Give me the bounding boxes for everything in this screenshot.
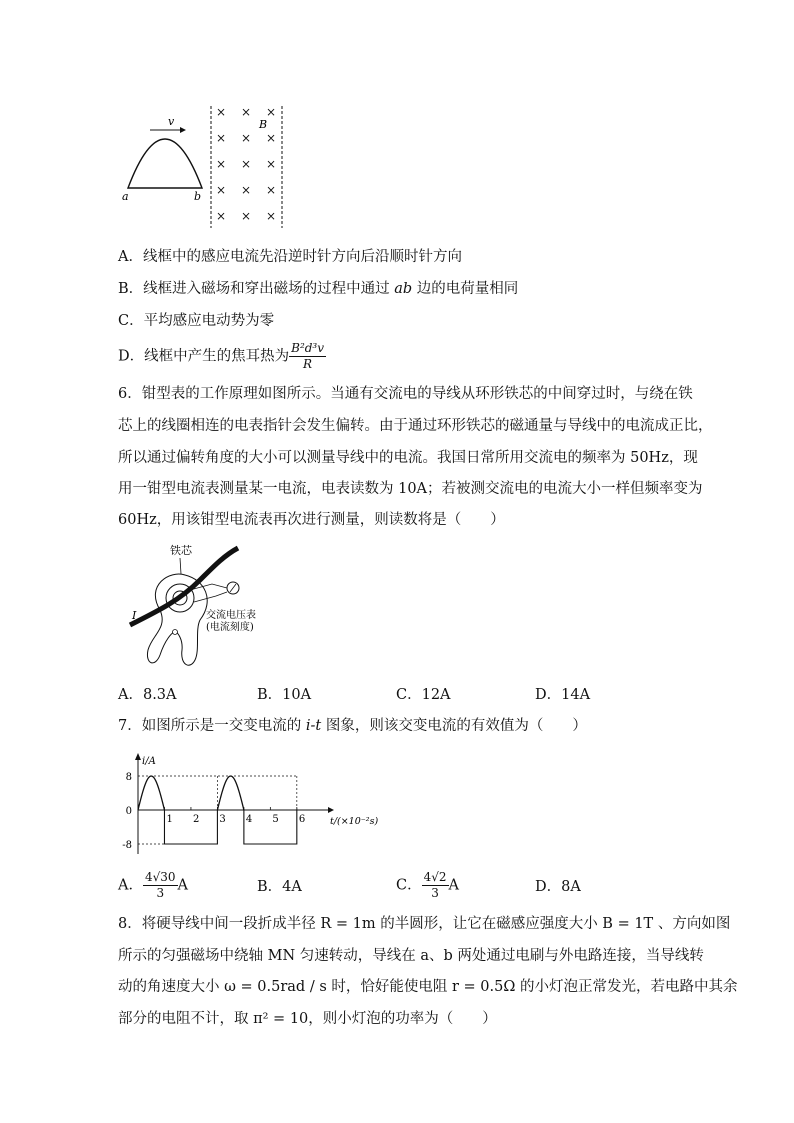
label-meter: 交流电压表 xyxy=(206,610,256,621)
q8-stem-line-1: 8．将硬导线中间一段折成半径 R = 1m 的半圆形，让它在磁感应强度大小 B = 1T 、方向如图 xyxy=(118,916,731,932)
label-a: a xyxy=(122,190,129,203)
x-tick-label: 4 xyxy=(245,814,253,825)
q6-stem-line-1: 6．钳型表的工作原理如图所示。当通有交流电的导线从环形铁芯的中间穿过时，与绕在铁 xyxy=(118,386,693,402)
i-t-chart xyxy=(118,750,388,858)
q6-option-a: A．8.3A xyxy=(118,687,177,703)
x-axis-arrow xyxy=(328,807,334,813)
q7-option-d: D．8A xyxy=(535,879,581,895)
field-cross: × xyxy=(241,183,252,197)
x-axis-label: t/(×10⁻²s) xyxy=(330,816,379,827)
q7-c-fraction: $\frac{4√2}{3}$ xyxy=(423,870,447,900)
y-tick-label: 8 xyxy=(125,772,132,783)
field-cross: × xyxy=(216,209,227,223)
q8-stem-line-3: 动的角速度大小 ω = 0.5rad / s 时，恰好能使电阻 r = 0.5Ω 的小灯泡正常发光，若电路中其余 xyxy=(118,979,738,995)
q6-stem-line-3: 所以通过偏转角度的大小可以测量导线中的电流。我国日常所用交流电的频率为 50Hz，现 xyxy=(118,450,698,466)
q5-option-c: C．平均感应电动势为零 xyxy=(118,313,275,329)
q5-option-b: B．线框进入磁场和穿出磁场的过程中通过 ab 边的电荷量相同 xyxy=(118,281,519,297)
x-tick-label: 2 xyxy=(192,814,200,825)
field-cross: × xyxy=(266,157,277,171)
joule-heat-fraction: $\frac{\text{B²d³v}}{R}$ xyxy=(291,341,325,371)
q6-stem-line-2: 芯上的线圈相连的电表指针会发生偏转。由于通过环形铁芯的磁通量与导线中的电流成正比， xyxy=(118,418,713,434)
q7-option-a: A． $\frac{4√30}{3}$ A xyxy=(118,870,189,900)
q5-option-a: A．线框中的感应电流先沿逆时针方向后沿顺时针方向 xyxy=(118,249,462,265)
q7-a-fraction: $\frac{4√30}{3}$ xyxy=(144,870,176,900)
q6-option-b: B．10A xyxy=(257,687,312,703)
x-tick-label: 6 xyxy=(298,814,306,825)
field-cross: × xyxy=(266,105,277,119)
q7-option-c: C． $\frac{4√2}{3}$ A xyxy=(396,870,460,900)
field-cross: × xyxy=(241,209,252,223)
field-cross: × xyxy=(241,131,252,145)
q6-option-c: C．12A xyxy=(396,687,451,703)
label-v: v xyxy=(168,115,175,128)
y-axis-label: i/A xyxy=(142,756,156,767)
q8-stem-line-2: 所示的匀强磁场中绕轴 MN 匀速转动，导线在 a、b 两处通过电刷与外电路连接，当导线转 xyxy=(118,948,704,964)
field-cross: × xyxy=(216,131,227,145)
field-cross: × xyxy=(216,105,227,119)
q6-stem-line-4: 用一钳型电流表测量某一电流，电表读数为 10A；若被测交流电的电流大小一样但频率变为 xyxy=(118,481,703,497)
q7-stem: 7．如图所示是一交变电流的 i-t 图象，则该交变电流的有效值为（ ） xyxy=(118,718,587,734)
clamp-meter-figure xyxy=(120,540,310,672)
label-meter-scale: (电流刻度) xyxy=(206,622,254,633)
q7-option-b: B．4A xyxy=(257,879,302,895)
wire-loop xyxy=(128,139,202,188)
q8-stem-line-4: 部分的电阻不计，取 π² = 10，则小灯泡的功率为（ ） xyxy=(118,1011,497,1027)
x-tick-label: 5 xyxy=(272,814,279,825)
y-axis-arrow xyxy=(135,753,141,760)
field-cross: × xyxy=(266,209,277,223)
field-cross: × xyxy=(216,157,227,171)
q5-option-d: D．线框中产生的焦耳热为 $\frac{\text{B²d³v}}{R}$ xyxy=(118,341,325,371)
x-tick-label: 1 xyxy=(166,814,173,825)
field-cross: × xyxy=(266,131,277,145)
sine-pulse-series xyxy=(138,776,164,810)
label-B: B xyxy=(259,118,268,131)
label-I: I xyxy=(132,609,137,622)
field-cross: × xyxy=(241,105,252,119)
y-tick-label: 0 xyxy=(125,806,132,817)
field-cross: × xyxy=(266,183,277,197)
field-cross: × xyxy=(216,183,227,197)
field-cross: × xyxy=(241,157,252,171)
q6-stem-line-5: 60Hz，用该钳型电流表再次进行测量，则读数将是（ ） xyxy=(118,512,505,528)
q6-option-d: D．14A xyxy=(535,687,591,703)
label-b: b xyxy=(194,190,202,203)
q5-figure xyxy=(118,100,298,232)
y-tick-label: -8 xyxy=(122,840,132,851)
label-core: 铁芯 xyxy=(170,544,192,557)
sine-pulse-series xyxy=(217,776,243,810)
x-tick-label: 3 xyxy=(219,814,226,825)
